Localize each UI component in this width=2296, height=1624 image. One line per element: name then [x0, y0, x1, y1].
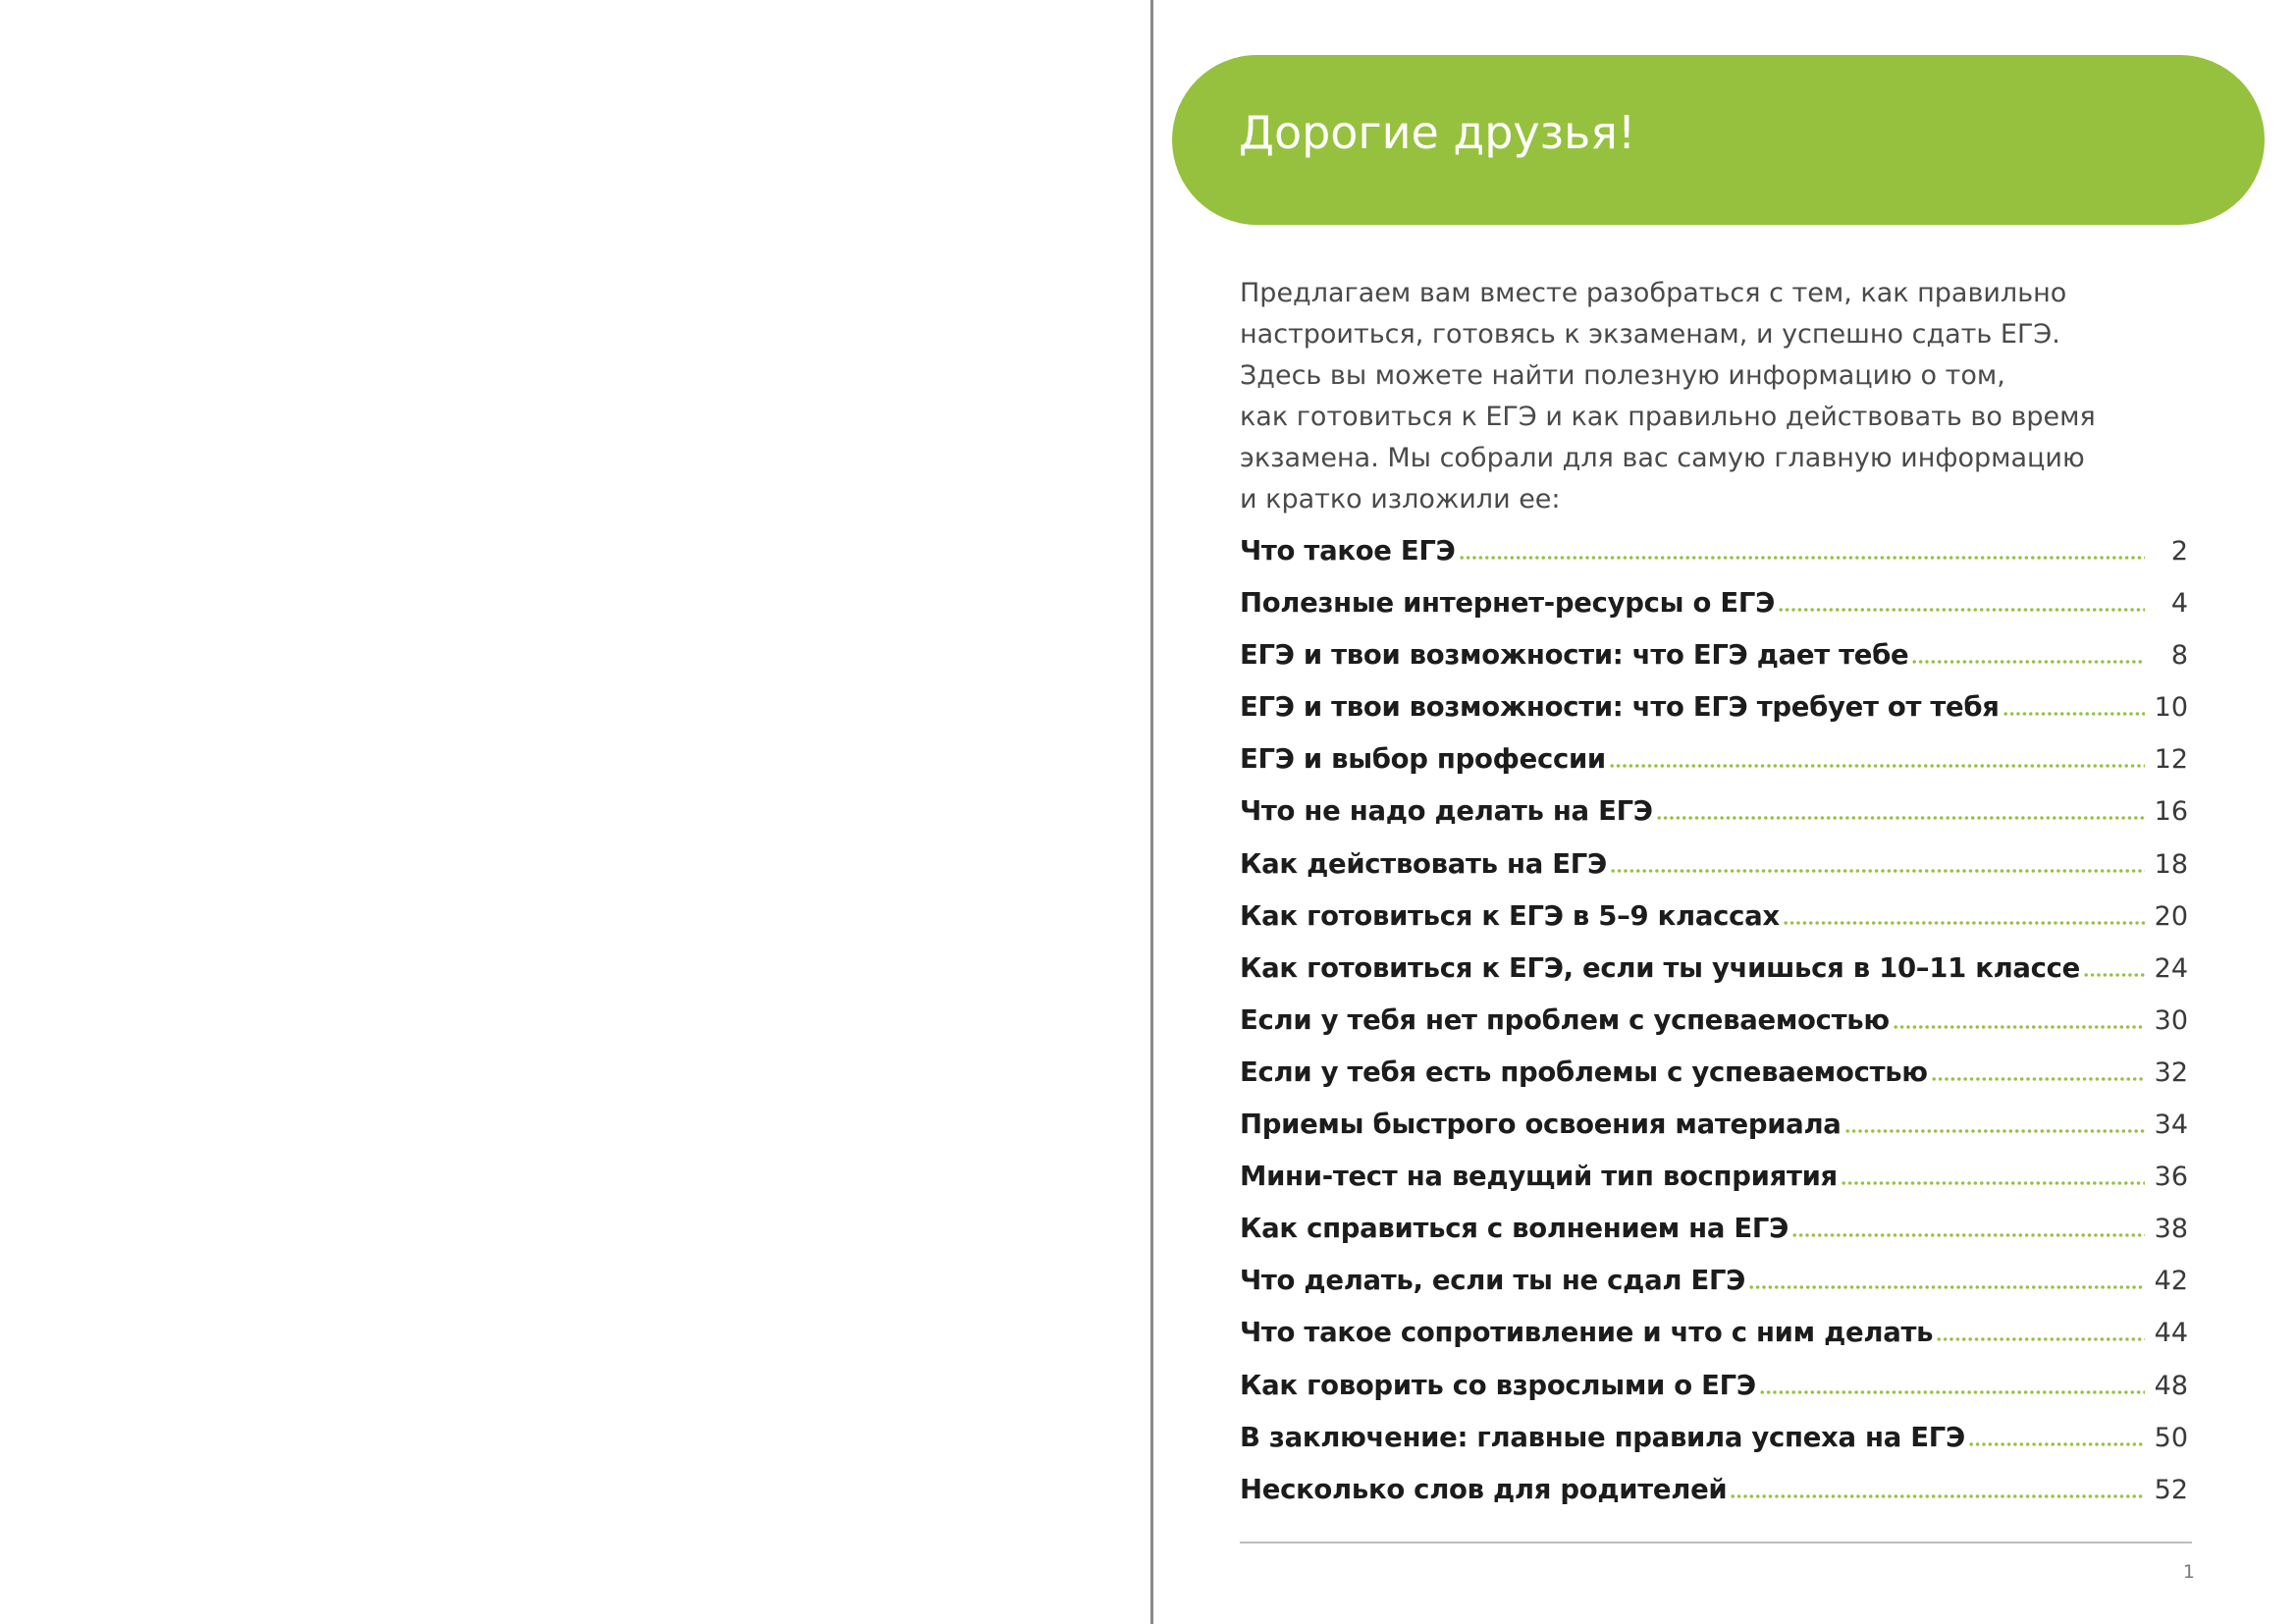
dot-leader	[1968, 1442, 2145, 1446]
toc-entry-page: 16	[2154, 796, 2188, 828]
dot-leader	[2002, 712, 2145, 716]
toc-entry-page: 18	[2154, 848, 2188, 880]
toc-entry-page: 34	[2154, 1110, 2188, 1141]
toc-entry-page: 24	[2154, 952, 2188, 984]
toc-entry[interactable]	[1240, 795, 2188, 847]
dot-leader	[1459, 556, 2146, 560]
toc-entry-title: Как готовиться к ЕГЭ в 5–9 классах	[1240, 899, 1780, 932]
toc-entry[interactable]	[1240, 1422, 2188, 1474]
intro-line: Здесь вы можете найти полезную информацию о том,	[1240, 360, 2005, 391]
toc-entry-page: 12	[2154, 744, 2188, 776]
toc-entry-title: Приемы быстрого освоения материала	[1240, 1109, 1842, 1141]
toc-entry-title: ЕГЭ и твои возможности: что ЕГЭ требует от тебя	[1240, 691, 2000, 724]
toc-entry-title: ЕГЭ и выбор профессии	[1240, 743, 1606, 776]
intro-line: Предлагаем вам вместе разобраться с тем, как правильно	[1240, 278, 2067, 308]
toc-entry[interactable]	[1240, 535, 2188, 587]
intro-line: как готовиться к ЕГЭ и как правильно действовать во время	[1240, 402, 2096, 432]
toc-entry-page: 8	[2170, 640, 2188, 672]
toc-entry-page: 30	[2154, 1004, 2188, 1036]
toc-entry[interactable]	[1240, 1265, 2188, 1317]
toc-entry[interactable]	[1240, 691, 2188, 743]
toc-entry-title: Как готовиться к ЕГЭ, если ты учишься в 10–11 классе	[1240, 951, 2081, 984]
toc-entry-title: Что такое сопротивление и что с ним делать	[1240, 1317, 1934, 1349]
toc-entry[interactable]	[1240, 1161, 2188, 1213]
toc-entry-page: 52	[2154, 1474, 2188, 1505]
toc-entry-page: 2	[2170, 536, 2188, 567]
toc-entry-page: 50	[2154, 1422, 2188, 1453]
toc-entry[interactable]	[1240, 1056, 2188, 1109]
toc-entry-title: Как говорить со взрослыми о ЕГЭ	[1240, 1369, 1756, 1401]
toc-entry[interactable]	[1240, 900, 2188, 952]
dot-leader	[1730, 1494, 2145, 1498]
dot-leader	[1610, 869, 2145, 873]
toc-entry[interactable]	[1240, 848, 2188, 900]
toc-entry[interactable]	[1240, 1317, 2188, 1369]
toc-entry[interactable]	[1240, 1004, 2188, 1056]
dot-leader	[1778, 608, 2145, 612]
toc-entry-page: 10	[2154, 692, 2188, 724]
toc-entry[interactable]	[1240, 1213, 2188, 1265]
dot-leader	[1759, 1390, 2145, 1394]
dot-leader	[1893, 1025, 2145, 1029]
toc-entry-page: 4	[2170, 588, 2188, 620]
toc-entry-title: Если у тебя нет проблем с успеваемостью	[1240, 1003, 1890, 1036]
toc-entry[interactable]	[1240, 1109, 2188, 1161]
toc-entry[interactable]	[1240, 587, 2188, 639]
toc-entry-title: Если у тебя есть проблемы с успеваемостью	[1240, 1056, 1928, 1088]
toc-entry-title: Что не надо делать на ЕГЭ	[1240, 795, 1653, 828]
title-banner	[1172, 55, 2265, 225]
dot-leader	[1841, 1181, 2145, 1185]
toc-entry-title: Полезные интернет-ресурсы о ЕГЭ	[1240, 587, 1775, 620]
page-title: Дорогие друзья!	[1239, 106, 1636, 159]
dot-leader	[1656, 816, 2145, 820]
dot-leader	[1844, 1129, 2145, 1133]
toc-entry-page: 20	[2154, 900, 2188, 932]
dot-leader	[1931, 1077, 2145, 1081]
dot-leader	[1609, 764, 2145, 768]
toc-entry-title: Как действовать на ЕГЭ	[1240, 847, 1607, 880]
toc-entry[interactable]	[1240, 952, 2188, 1004]
dot-leader	[1748, 1285, 2145, 1289]
toc-entry-page: 48	[2154, 1370, 2188, 1401]
footer-rule	[1240, 1542, 2192, 1543]
toc-entry-title: Как справиться с волнением на ЕГЭ	[1240, 1213, 1789, 1245]
page-number: 1	[2182, 1561, 2195, 1583]
toc-entry-title: В заключение: главные правила успеха на ЕГЭ	[1240, 1421, 1965, 1453]
toc-entry[interactable]	[1240, 1370, 2188, 1422]
dot-leader	[1783, 921, 2145, 925]
intro-line: настроиться, готовясь к экзаменам, и успешно сдать ЕГЭ.	[1240, 319, 2060, 350]
toc-entry-title: Мини-тест на ведущий тип восприятия	[1240, 1161, 1838, 1193]
dot-leader	[1936, 1337, 2145, 1341]
toc-entry-page: 44	[2154, 1318, 2188, 1349]
dot-leader	[1911, 660, 2145, 664]
toc-entry-title: Несколько слов для родителей	[1240, 1473, 1728, 1505]
intro-line: экзамена. Мы собрали для вас самую главную информацию	[1240, 443, 2085, 473]
intro-line: и кратко изложили ее:	[1240, 484, 1561, 514]
toc-entry-title: Что делать, если ты не сдал ЕГЭ	[1240, 1265, 1746, 1297]
toc-entry[interactable]	[1240, 1474, 2188, 1526]
dot-leader	[2083, 973, 2145, 977]
dot-leader	[1791, 1233, 2145, 1237]
toc-entry-page: 38	[2154, 1214, 2188, 1245]
table-of-contents	[1240, 535, 2188, 1526]
toc-entry[interactable]	[1240, 743, 2188, 795]
toc-entry[interactable]	[1240, 639, 2188, 691]
toc-entry-page: 32	[2154, 1056, 2188, 1088]
toc-entry-page: 36	[2154, 1162, 2188, 1193]
toc-entry-title: Что такое ЕГЭ	[1240, 535, 1456, 567]
intro-paragraph	[1240, 273, 2202, 520]
toc-entry-page: 42	[2154, 1266, 2188, 1297]
toc-entry-title: ЕГЭ и твои возможности: что ЕГЭ дает тебе	[1240, 639, 1909, 672]
